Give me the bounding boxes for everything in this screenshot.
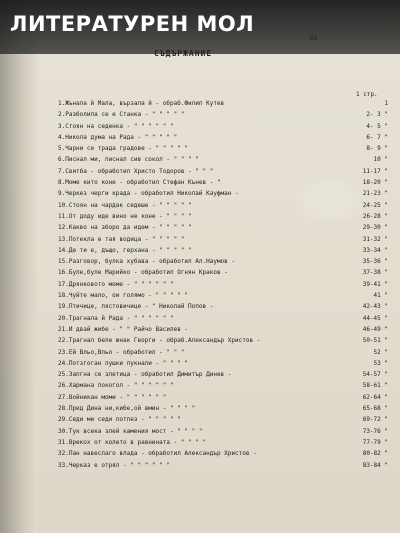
- toc-entry: [58, 358, 388, 369]
- toc-entry-pages: 44-45 ": [362, 314, 388, 322]
- toc-entry-title: 28.Пред Дина ни,кибе,ой вмин - " " " ": [58, 405, 196, 413]
- toc-entry: [58, 403, 388, 414]
- toc-entry-pages: 31-32 ": [362, 235, 388, 243]
- toc-entry-title: 12.Какво на зборо да идем - " " " " ": [58, 224, 192, 232]
- toc-entry: [58, 109, 388, 120]
- toc-entry-pages: 39-41 ": [362, 280, 388, 288]
- toc-entry: [58, 380, 388, 391]
- toc-entry-title: 21.И двай жибе - " " Райчо Василев -: [58, 325, 189, 333]
- toc-entry: [58, 313, 388, 324]
- toc-entry-title: 10.Стоян на чардак седеше - " " " " ": [58, 201, 192, 209]
- toc-entry-pages: 52 ": [373, 348, 388, 356]
- toc-entry-pages: 21-23 ": [362, 190, 388, 198]
- toc-entry: [58, 234, 388, 245]
- toc-entry: [58, 347, 388, 358]
- toc-list: [58, 98, 388, 471]
- toc-entry-title: 20.Трагнала й Рада - " " " " " ": [58, 314, 174, 322]
- toc-entry-title: 26.Хармана покогол - " " " " " ": [58, 382, 174, 390]
- banner-title: ЛИТЕРАТУРЕН МОЛ: [10, 12, 255, 36]
- toc-entry-pages: 11-17 ": [362, 167, 388, 175]
- toc-entry: [58, 414, 388, 425]
- toc-entry: [58, 267, 388, 278]
- toc-entry-title: 22.Трагнал беле юнак Георги - обраб.Александър Христов -: [58, 337, 261, 345]
- toc-entry: [58, 166, 388, 177]
- toc-entry-title: 4.Никола дума на Рада - " " " " ": [58, 133, 178, 141]
- toc-entry-pages: 53 ": [373, 359, 388, 367]
- toc-entry-title: 2.Разболила се е Станка - " " " " ": [58, 111, 185, 119]
- toc-entry: [58, 279, 388, 290]
- toc-entry-title: 13.Потекла е тая водица - " " " " ": [58, 235, 185, 243]
- toc-entry-pages: 10 ": [373, 156, 388, 164]
- toc-entry-title: 11.От доду иде вино не коне - " " " ": [58, 212, 192, 220]
- toc-entry-pages: 35-36 ": [362, 258, 388, 266]
- toc-entry-pages: 80-82 ": [362, 450, 388, 458]
- toc-entry: [58, 426, 388, 437]
- toc-entry: [58, 369, 388, 380]
- toc-entry-title: 19.Птичице, лястовичице - " Николай Попов -: [58, 303, 214, 311]
- page-column-header: 1 стр.: [356, 91, 378, 98]
- toc-entry: [58, 324, 388, 335]
- toc-entry-title: 30.Тук всека злей камения мост - " " " ": [58, 427, 203, 435]
- toc-entry: [58, 256, 388, 267]
- toc-entry-pages: 8- 9 ": [366, 145, 388, 153]
- toc-entry-title: 18.Чуйте мало, ои голямо - " " " " ": [58, 292, 189, 300]
- toc-entry: [58, 143, 388, 154]
- toc-entry: [58, 222, 388, 233]
- toc-entry: [58, 448, 388, 459]
- watermark-banner: [0, 0, 400, 54]
- toc-entry-pages: 73-76 ": [362, 427, 388, 435]
- toc-entry-pages: 50-51 ": [362, 337, 388, 345]
- toc-entry: [58, 245, 388, 256]
- toc-entry-pages: 24-25 ": [362, 201, 388, 209]
- toc-entry: [58, 200, 388, 211]
- toc-entry-title: 5.Чарни се трада градове - " " " " ": [58, 145, 189, 153]
- toc-entry: [58, 437, 388, 448]
- toc-entry-title: 32.Пан навеслаго влада - обработил Александър Христов -: [58, 450, 257, 458]
- toc-entry-pages: 65-68 ": [362, 405, 388, 413]
- toc-entry: [58, 460, 388, 471]
- toc-entry-pages: 1: [384, 100, 388, 107]
- toc-entry: [58, 335, 388, 346]
- toc-entry-pages: 41 ": [373, 292, 388, 300]
- toc-entry-title: 8.Моме кито коне - обработил Стефан Кънев - ": [58, 179, 221, 187]
- toc-entry: [58, 121, 388, 132]
- toc-entry-pages: 6- 7 ": [366, 133, 388, 141]
- toc-entry: [58, 154, 388, 165]
- toc-entry-pages: 83-84 ": [362, 461, 388, 469]
- toc-entry-pages: 54-57 ": [362, 371, 388, 379]
- toc-entry-title: 25.Запгна се злетица - обработил Димитър Динев -: [58, 371, 232, 379]
- toc-entry-title: 17.Дрянковото моме - " " " " " ": [58, 280, 174, 288]
- toc-entry-pages: 46-49 ": [362, 325, 388, 333]
- toc-entry-title: 29.Седи ми седи потпез - " " " " ": [58, 416, 181, 424]
- toc-entry-title: 24.Потзгоган пушки пукнали - " " " ": [58, 359, 189, 367]
- toc-entry-pages: 33-34 ": [362, 246, 388, 254]
- toc-entry-pages: 4- 5 ": [366, 122, 388, 130]
- toc-entry-title: 3.Стоян на седенка - " " " " " ": [58, 122, 174, 130]
- toc-entry-pages: 62-64 ": [362, 393, 388, 401]
- page-number: - 88 -: [301, 34, 327, 42]
- toc-entry: [58, 301, 388, 312]
- toc-title: СЪДЪРЖАНИЕ: [154, 49, 213, 58]
- toc-entry-title: 27.Войникан моми - " " " " " ": [58, 393, 167, 401]
- toc-entry-title: 14.Де ти е, дъщо, герхана - " " " " ": [58, 246, 192, 254]
- toc-entry-pages: 29-30 ": [362, 224, 388, 232]
- toc-entry-title: 16.Буле,буле Марийко - обработил Огнян Краков -: [58, 269, 228, 277]
- toc-entry: [58, 211, 388, 222]
- toc-entry: [58, 132, 388, 143]
- toc-entry-title: 6.Писнал ми, писнал сив сокол - " " " ": [58, 156, 199, 164]
- toc-entry-title: 1.Жънала й Мала, вързала й - обраб.Филип Кутев: [58, 100, 225, 107]
- toc-entry-pages: 69-72 ": [362, 416, 388, 424]
- toc-entry-title: 33.Черказ е отрял - " " " " " ": [58, 461, 170, 469]
- toc-entry-pages: 2- 3 ": [366, 111, 388, 119]
- toc-entry-pages: 58-61 ": [362, 382, 388, 390]
- toc-entry: [58, 98, 388, 109]
- toc-entry-title: 9.Черкез черги крада - обработил Николай Кауфман -: [58, 190, 239, 198]
- toc-entry-title: 31.Врекох от колето в равнината - " " " ": [58, 438, 207, 446]
- toc-entry-pages: 77-79 ": [362, 438, 388, 446]
- toc-entry: [58, 177, 388, 188]
- toc-entry-pages: 42-43 ": [362, 303, 388, 311]
- toc-entry: [58, 392, 388, 403]
- toc-entry-title: 7.Свитба - обработил Христо Тодоров - " " ": [58, 167, 214, 175]
- toc-entry: [58, 188, 388, 199]
- toc-entry-title: 23.Ей Вльо,Вльо - обработил - " " ": [58, 348, 185, 356]
- toc-entry-pages: 37-38 ": [362, 269, 388, 277]
- toc-entry-pages: 26-28 ": [362, 212, 388, 220]
- toc-entry-pages: 18-20 ": [362, 179, 388, 187]
- toc-entry-title: 15.Разговор, булка хубава - обработил Ал.Наумов -: [58, 258, 236, 266]
- toc-entry: [58, 290, 388, 301]
- page-fold-shadow: [0, 0, 38, 533]
